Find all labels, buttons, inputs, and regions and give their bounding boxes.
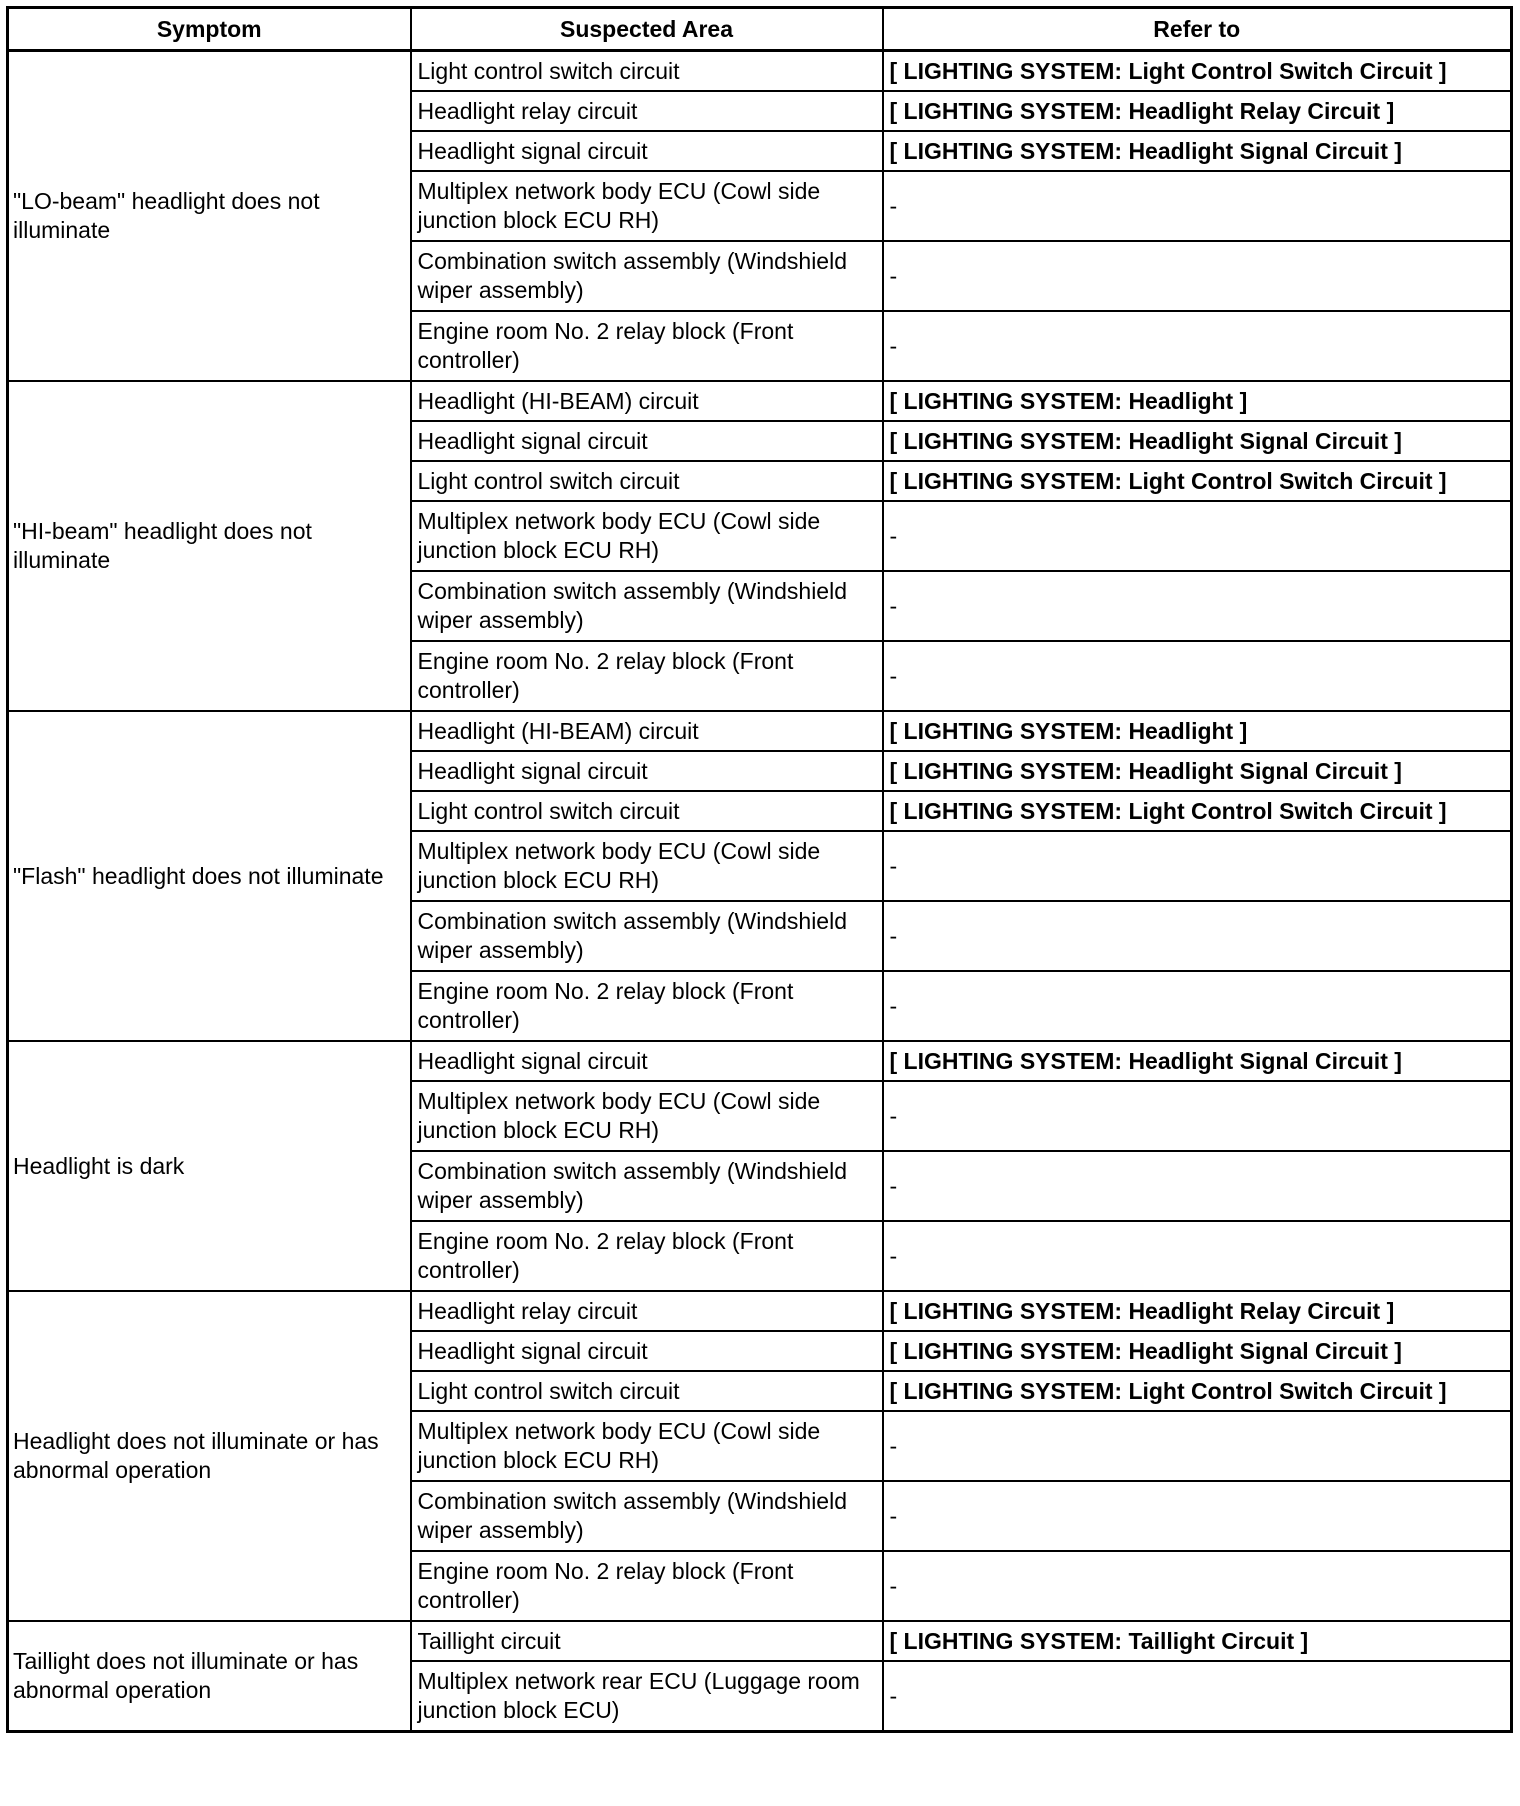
suspected-area-cell: Multiplex network body ECU (Cowl side junction block ECU RH) xyxy=(411,831,883,901)
suspected-area-cell: Headlight relay circuit xyxy=(411,91,883,131)
suspected-area-cell: Multiplex network body ECU (Cowl side junction block ECU RH) xyxy=(411,1411,883,1481)
suspected-area-cell: Headlight relay circuit xyxy=(411,1291,883,1331)
symptom-cell: Headlight is dark xyxy=(8,1041,411,1291)
suspected-area-cell: Light control switch circuit xyxy=(411,51,883,92)
symptom-cell: "HI-beam" headlight does not illuminate xyxy=(8,381,411,711)
refer-to-link[interactable]: [ LIGHTING SYSTEM: Headlight Signal Circuit ] xyxy=(883,1041,1512,1081)
refer-to-link[interactable]: [ LIGHTING SYSTEM: Taillight Circuit ] xyxy=(883,1621,1512,1661)
suspected-area-cell: Combination switch assembly (Windshield wiper assembly) xyxy=(411,1151,883,1221)
refer-to-link[interactable]: [ LIGHTING SYSTEM: Headlight ] xyxy=(883,711,1512,751)
refer-to-cell: - xyxy=(883,1081,1512,1151)
suspected-area-cell: Headlight signal circuit xyxy=(411,1331,883,1371)
suspected-area-cell: Combination switch assembly (Windshield wiper assembly) xyxy=(411,1481,883,1551)
suspected-area-cell: Combination switch assembly (Windshield wiper assembly) xyxy=(411,571,883,641)
suspected-area-cell: Light control switch circuit xyxy=(411,461,883,501)
refer-to-link[interactable]: [ LIGHTING SYSTEM: Light Control Switch Circuit ] xyxy=(883,791,1512,831)
refer-to-cell: - xyxy=(883,901,1512,971)
suspected-area-cell: Engine room No. 2 relay block (Front controller) xyxy=(411,1221,883,1291)
table-row xyxy=(8,1621,1512,1661)
symptom-cell: "Flash" headlight does not illuminate xyxy=(8,711,411,1041)
symptom-cell: Taillight does not illuminate or has abnormal operation xyxy=(8,1621,411,1732)
refer-to-link[interactable]: [ LIGHTING SYSTEM: Headlight ] xyxy=(883,381,1512,421)
header-symptom: Symptom xyxy=(8,8,411,51)
refer-to-cell: - xyxy=(883,311,1512,381)
symptom-cell: Headlight does not illuminate or has abnormal operation xyxy=(8,1291,411,1621)
header-suspected-area: Suspected Area xyxy=(411,8,883,51)
refer-to-cell: - xyxy=(883,1661,1512,1732)
troubleshooting-table-container xyxy=(6,6,1510,1733)
suspected-area-cell: Taillight circuit xyxy=(411,1621,883,1661)
refer-to-link[interactable]: [ LIGHTING SYSTEM: Headlight Relay Circuit ] xyxy=(883,91,1512,131)
header-row xyxy=(8,8,1512,51)
refer-to-link[interactable]: [ LIGHTING SYSTEM: Headlight Signal Circuit ] xyxy=(883,751,1512,791)
header-refer-to: Refer to xyxy=(883,8,1512,51)
refer-to-cell: - xyxy=(883,971,1512,1041)
table-body xyxy=(8,51,1512,1732)
refer-to-cell: - xyxy=(883,1411,1512,1481)
suspected-area-cell: Combination switch assembly (Windshield wiper assembly) xyxy=(411,241,883,311)
suspected-area-cell: Multiplex network body ECU (Cowl side junction block ECU RH) xyxy=(411,1081,883,1151)
table-row xyxy=(8,381,1512,421)
refer-to-cell: - xyxy=(883,1151,1512,1221)
refer-to-link[interactable]: [ LIGHTING SYSTEM: Headlight Signal Circuit ] xyxy=(883,131,1512,171)
refer-to-link[interactable]: [ LIGHTING SYSTEM: Light Control Switch Circuit ] xyxy=(883,461,1512,501)
refer-to-cell: - xyxy=(883,1551,1512,1621)
refer-to-link[interactable]: [ LIGHTING SYSTEM: Headlight Relay Circuit ] xyxy=(883,1291,1512,1331)
refer-to-cell: - xyxy=(883,501,1512,571)
refer-to-cell: - xyxy=(883,1481,1512,1551)
refer-to-link[interactable]: [ LIGHTING SYSTEM: Light Control Switch Circuit ] xyxy=(883,51,1512,92)
refer-to-link[interactable]: [ LIGHTING SYSTEM: Headlight Signal Circuit ] xyxy=(883,1331,1512,1371)
suspected-area-cell: Engine room No. 2 relay block (Front controller) xyxy=(411,1551,883,1621)
suspected-area-cell: Multiplex network rear ECU (Luggage room junction block ECU) xyxy=(411,1661,883,1732)
suspected-area-cell: Headlight (HI-BEAM) circuit xyxy=(411,711,883,751)
suspected-area-cell: Multiplex network body ECU (Cowl side junction block ECU RH) xyxy=(411,501,883,571)
refer-to-cell: - xyxy=(883,831,1512,901)
suspected-area-cell: Light control switch circuit xyxy=(411,791,883,831)
suspected-area-cell: Multiplex network body ECU (Cowl side junction block ECU RH) xyxy=(411,171,883,241)
suspected-area-cell: Combination switch assembly (Windshield wiper assembly) xyxy=(411,901,883,971)
suspected-area-cell: Engine room No. 2 relay block (Front controller) xyxy=(411,641,883,711)
table-row xyxy=(8,711,1512,751)
refer-to-cell: - xyxy=(883,641,1512,711)
refer-to-cell: - xyxy=(883,1221,1512,1291)
refer-to-cell: - xyxy=(883,571,1512,641)
symptom-cell: "LO-beam" headlight does not illuminate xyxy=(8,51,411,382)
table-row xyxy=(8,51,1512,92)
suspected-area-cell: Headlight signal circuit xyxy=(411,131,883,171)
refer-to-cell: - xyxy=(883,241,1512,311)
suspected-area-cell: Headlight signal circuit xyxy=(411,751,883,791)
refer-to-link[interactable]: [ LIGHTING SYSTEM: Headlight Signal Circuit ] xyxy=(883,421,1512,461)
suspected-area-cell: Headlight (HI-BEAM) circuit xyxy=(411,381,883,421)
symptom-table xyxy=(6,6,1513,1733)
refer-to-link[interactable]: [ LIGHTING SYSTEM: Light Control Switch Circuit ] xyxy=(883,1371,1512,1411)
suspected-area-cell: Headlight signal circuit xyxy=(411,421,883,461)
table-row xyxy=(8,1291,1512,1331)
suspected-area-cell: Light control switch circuit xyxy=(411,1371,883,1411)
refer-to-cell: - xyxy=(883,171,1512,241)
suspected-area-cell: Headlight signal circuit xyxy=(411,1041,883,1081)
table-row xyxy=(8,1041,1512,1081)
suspected-area-cell: Engine room No. 2 relay block (Front controller) xyxy=(411,971,883,1041)
suspected-area-cell: Engine room No. 2 relay block (Front controller) xyxy=(411,311,883,381)
